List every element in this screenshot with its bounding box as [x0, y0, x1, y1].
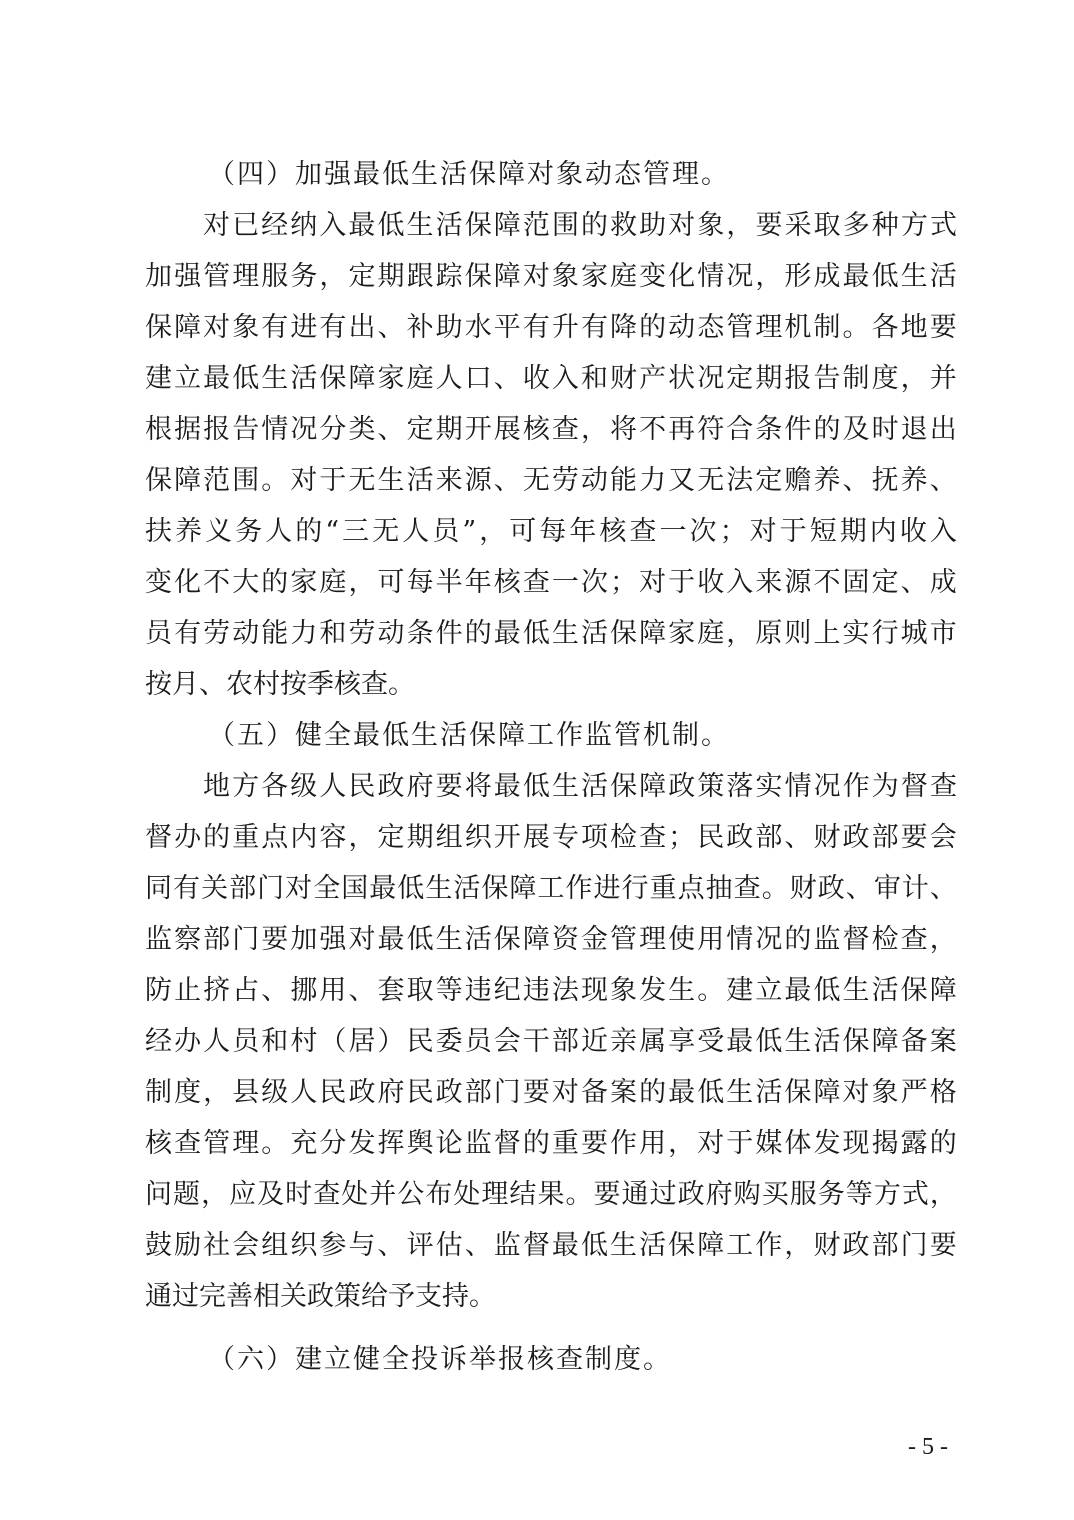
paragraph-line: 核 查 管 理 。 充 分 发 挥 舆 论 监 督 的 重 要 作 用 ， 对 于 媒 体 发 现 揭 露 的: [145, 1128, 957, 1159]
page-number: - 5 -: [908, 1434, 948, 1460]
paragraph-line: 扶 养 义 务 人 的 “ 三 无 人 员 ” ， 可 每 年 核 查 一 次 ； 对 于 短 期 内 收 入: [145, 516, 957, 547]
paragraph-line: 督 办 的 重 点 内 容 ， 定 期 组 织 开 展 专 项 检 查 ； 民 政 部 、 财 政 部 要 会: [145, 822, 957, 853]
paragraph-line: 问 题 ， 应 及 时 查 处 并 公 布 处 理 结 果 。 要 通 过 政 府 购 买 服 务 等 方 式 ，: [145, 1179, 957, 1210]
paragraph-line: 加 强 管 理 服 务 ， 定 期 跟 踪 保 障 对 象 家 庭 变 化 情 况 ， 形 成 最 低 生 活: [145, 261, 957, 292]
paragraph-line: 经 办 人 员 和 村 （ 居 ） 民 委 员 会 干 部 近 亲 属 享 受 最 低 生 活 保 障 备 案: [145, 1026, 957, 1057]
paragraph-line: 变 化 不 大 的 家 庭 ， 可 每 半 年 核 查 一 次 ； 对 于 收 入 来 源 不 固 定 、 成: [145, 567, 957, 598]
paragraph-line: 保 障 范 围 。 对 于 无 生 活 来 源 、 无 劳 动 能 力 又 无 法 定 赡 养 、 抚 养 、: [145, 465, 957, 496]
section-heading-5: （五）健全最低生活保障工作监管机制。: [208, 720, 730, 751]
paragraph-line: 保 障 对 象 有 进 有 出 、 补 助 水 平 有 升 有 降 的 动 态 管 理 机 制 。 各 地 要: [145, 312, 957, 343]
section-heading-4: （四）加强最低生活保障对象动态管理。: [208, 159, 730, 190]
paragraph-line: 鼓 励 社 会 组 织 参 与 、 评 估 、 监 督 最 低 生 活 保 障 工 作 ， 财 政 部 门 要: [145, 1230, 957, 1261]
section-heading-6: （六）建立健全投诉举报核查制度。: [208, 1344, 672, 1375]
paragraph-line: 根 据 报 告 情 况 分 类 、 定 期 开 展 核 查 ， 将 不 再 符 合 条 件 的 及 时 退 出: [145, 414, 957, 445]
paragraph-line: 防 止 挤 占 、 挪 用 、 套 取 等 违 纪 违 法 现 象 发 生 。 建 立 最 低 生 活 保 障: [145, 975, 957, 1006]
paragraph-line: 对 已 经 纳 入 最 低 生 活 保 障 范 围 的 救 助 对 象 ， 要 采 取 多 种 方 式: [203, 210, 957, 241]
paragraph-line: 同 有 关 部 门 对 全 国 最 低 生 活 保 障 工 作 进 行 重 点 抽 查 。 财 政 、 审 计 、: [145, 873, 957, 904]
paragraph-line: 地 方 各 级 人 民 政 府 要 将 最 低 生 活 保 障 政 策 落 实 情 况 作 为 督 查: [203, 771, 957, 802]
paragraph-line: 通过完善相关政策给予支持。: [145, 1281, 496, 1312]
paragraph-line: 按月、农村按季核查。: [145, 669, 415, 700]
paragraph-line: 建 立 最 低 生 活 保 障 家 庭 人 口 、 收 入 和 财 产 状 况 定 期 报 告 制 度 ， 并: [145, 363, 957, 394]
paragraph-line: 监 察 部 门 要 加 强 对 最 低 生 活 保 障 资 金 管 理 使 用 情 况 的 监 督 检 查 ，: [145, 924, 957, 955]
paragraph-line: 员 有 劳 动 能 力 和 劳 动 条 件 的 最 低 生 活 保 障 家 庭 ， 原 则 上 实 行 城 市: [145, 618, 957, 649]
document-body: [145, 149, 957, 1385]
paragraph-line: 制 度 ， 县 级 人 民 政 府 民 政 部 门 要 对 备 案 的 最 低 生 活 保 障 对 象 严 格: [145, 1077, 957, 1108]
section-gap: [145, 1322, 957, 1334]
